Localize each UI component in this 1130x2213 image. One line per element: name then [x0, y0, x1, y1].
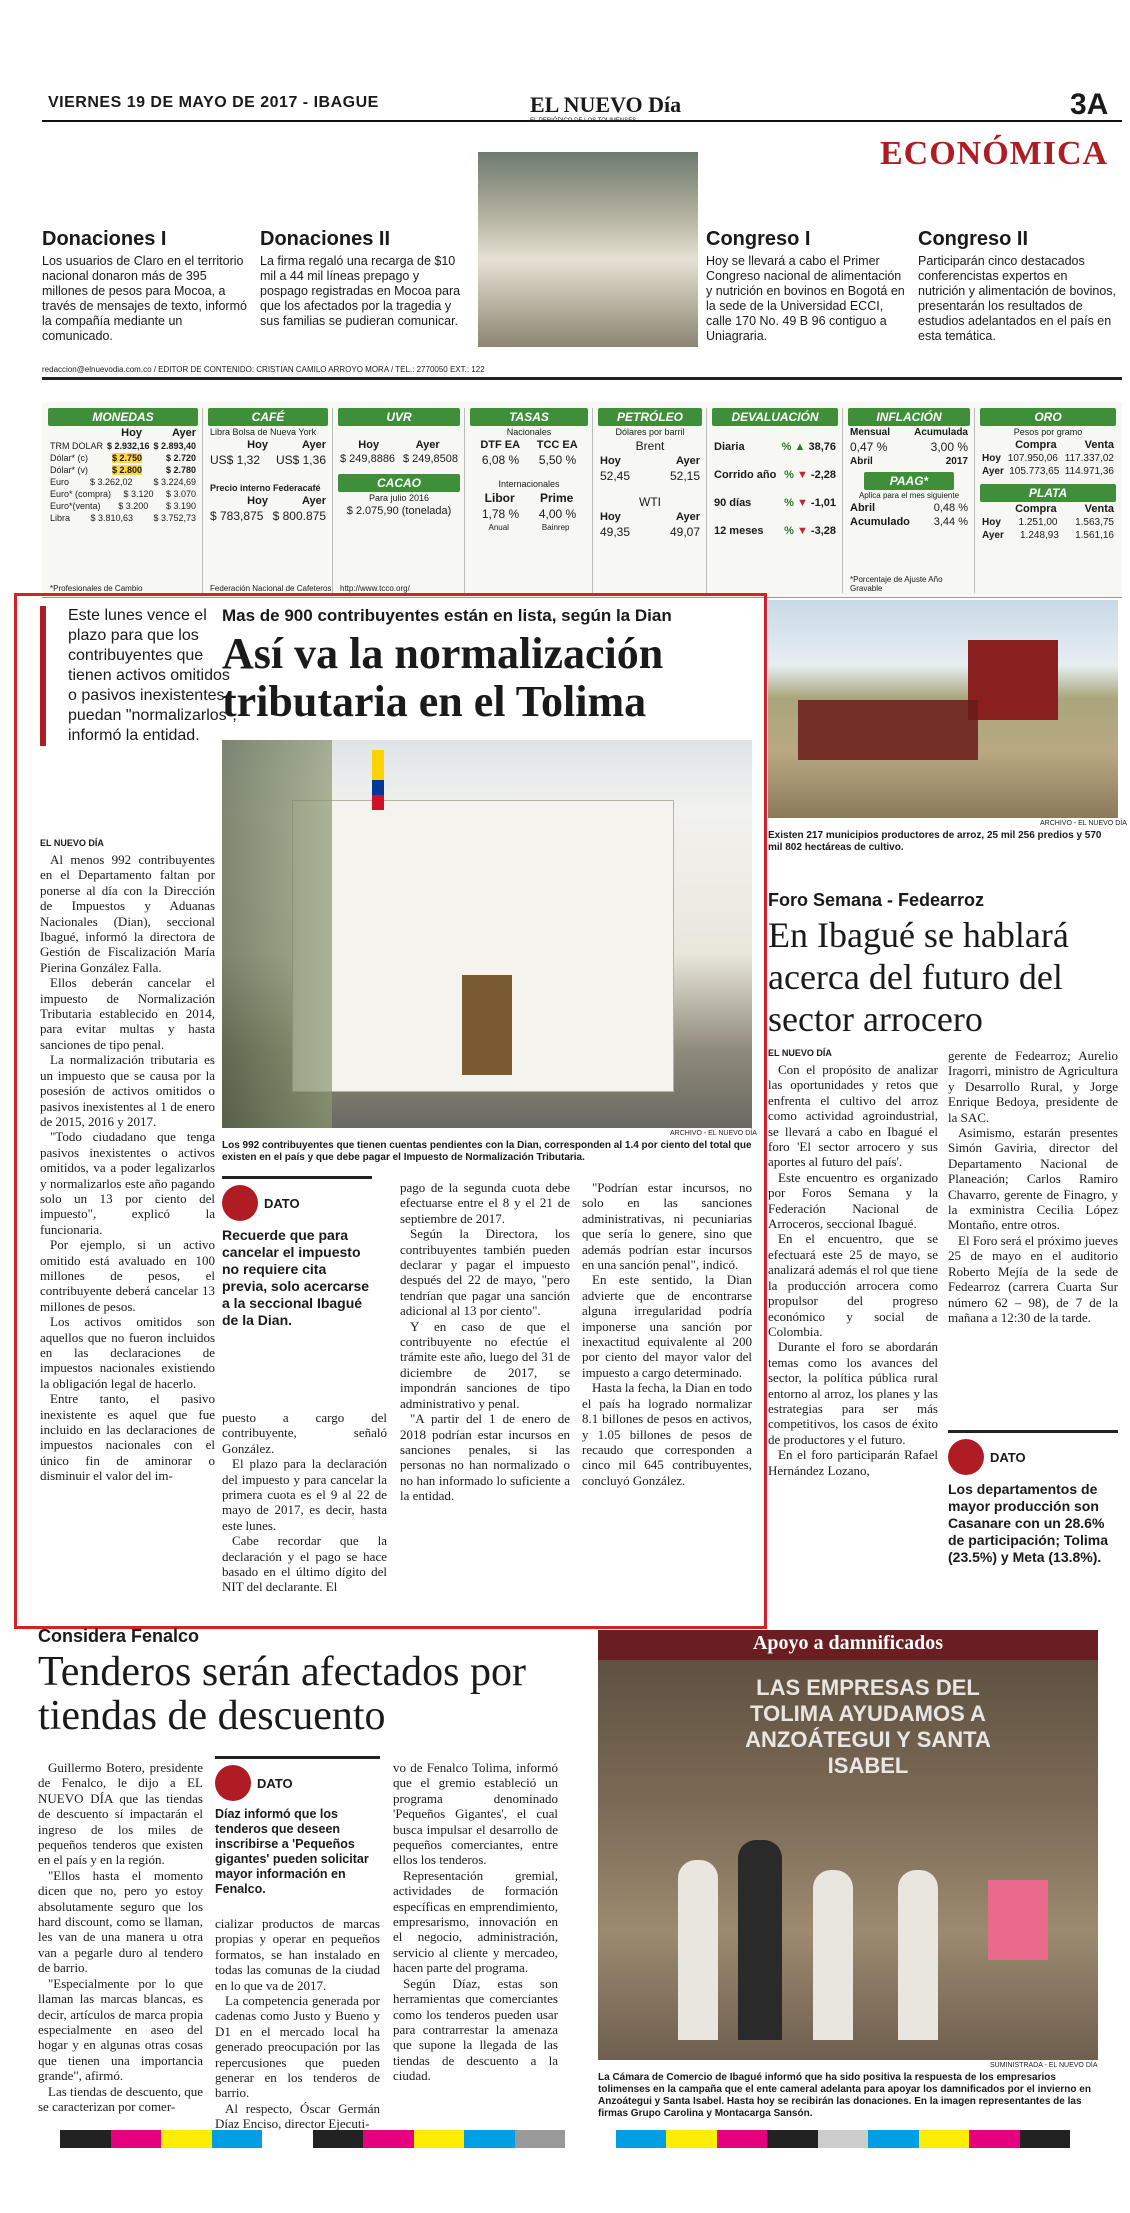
brief-text: Participarán cinco destacados conferencistas expertos en nutrición y alimentación de bovinos, presentarán los resultados de estudios adelantados en el país en esta temática.	[918, 254, 1117, 343]
editorial-credits: redaccion@elnuevodia.com.co / EDITOR DE CONTENIDO: CRISTIAN CAMILO ARROYO MORA / TEL.: 2770050 EXT.: 122	[42, 365, 1122, 380]
article-column-1: Al menos 992 contribuyentes en el Departamento faltan por ponerse al día con la Dirección de Impuestos y Aduanas Nacionales (Dian), seccional Ibagué, informó la directora de Gestión de Fiscalización María Pierina González Falla. Ellos deberán cancelar el impuesto de Normalización Tributaria establecido en 2014, para evitar multas y hasta sanciones de tipo penal. La normalización tributaria es un impuesto que se causa por la posesión de activos omitidos o pasivos inexistentes al 1 de enero de 2015, 2016 y 2017. "Todo ciudadano que tenga pasivos inexistentes o activos omitidos, va a poder legalizarlos y normalizarlos este año pagando solo un 13 por ciento del impuesto", explicó la funcionaria. Por ejemplo, si un activo omitido está avaluado en 100 millones de pesos, el contribuyente deberá cancelar 13 millones de pesos. Los activos omitidos son aquellos que no fueron incluidos en las declaraciones de impuestos nacionales existiendo la obligación legal de hacerlo. Entre tanto, el pasivo inexistente es aquel que fue incluido en las declaraciones de impuestos nacionales con el único fin de aminorar o disminuir el valor del im-	[40, 852, 215, 1484]
dato-box: DATO Díaz informó que los tenderos que deseen inscribirse a 'Pequeños gigantes' pueden solicitar mayor información en Fenalco.	[215, 1756, 380, 1897]
campaign-banner: LAS EMPRESAS DEL TOLIMA AYUDAMOS A ANZOÁTEGUI Y SANTA ISABEL	[745, 1675, 991, 1778]
dato-icon	[215, 1765, 251, 1801]
ticker-title: CAFÉ	[208, 408, 328, 426]
ticker-title: INFLACIÓN	[848, 408, 970, 426]
brief-title: Donaciones II	[260, 228, 391, 250]
rice-column-1: Con el propósito de analizar las oportunidades y retos que enfrenta el cultivo del arroz como actividad agroindustrial, se llevará a cabo en Ibagué el foro 'El sector arrocero y sus aportes al futuro del país'. Este encuentro es organizado por Foros Semana y la Federación Nacional de Arroceros, seccional Ibagué. En el encuentro, que se efectuará este 25 de mayo, se analizará además el rol que tiene la producción arrocera como propulsor del progreso económico y social de Colombia. Durante el foro se abordarán temas como los avances del sector, la política pública rural entorno al arroz, los planes y las estrategias para ser más competitivos, los casos de éxito de productores y el futuro. En el foro participarán Rafael Hernández Lozano,	[768, 1062, 938, 1478]
ticker-inflacion: INFLACIÓN Mensual Acumulada 0,47 % 3,00 % Abril 2017 PAAG* Aplica para el mes siguiente Abril 0,48 % Acumulado 3,44 % *Porcentaje de Ajuste Año Gravable	[844, 408, 975, 593]
fenalco-column-3: vo de Fenalco Tolima, informó que el gremio estableció un programa denominado 'Pequeños Gigantes', el cual busca impulsar el desarrollo de pequeños comerciantes, entre ellos los tenderos. Representación gremial, actividades de formación específicas en emprendimiento, empresarismo, innovación en el negocio, administración, servicio al cliente y mercadeo, hacen parte del programa. Según Díaz, estas son herramientas que comerciantes como los tenderos pueden usar para contrarrestar la amenaza que supone la llegada de las tiendas de descuento a la ciudad.	[393, 1760, 558, 2084]
brief-title: Donaciones I	[42, 228, 167, 250]
cattle-photo	[478, 152, 698, 347]
brief-donaciones-1	[42, 228, 247, 344]
photo-caption: La Cámara de Comercio de Ibagué informó que ha sido positiva la respuesta de los empresarios tolimenses en la campaña que el ente cameral adelanta para apoyar los damnificados por el invierno en Anzoátegui y Santa Isabel. Hasta hoy se recibirán las donaciones. En la imagen representantes de las firmas Grupo Carolina y Montacarga Sansón.	[598, 2072, 1091, 2119]
dato-text: Díaz informó que los tenderos que deseen inscribirse a 'Pequeños gigantes' pueden solicitar mayor información en Fenalco.	[215, 1807, 369, 1896]
ticker-oro: ORO Pesos por gramo Compra Venta Hoy 107.950,06 117.337,02 Ayer 105.773,65 114.971,36 PLATA Compra Venta Hoy 1.251,00 1.563,75 Ayer 1.248,93 1.561,16	[982, 410, 1114, 541]
article-byline: EL NUEVO DÍA	[768, 1048, 832, 1058]
dato-icon	[948, 1439, 984, 1475]
donations-photo	[598, 1630, 1098, 2060]
article-headline: Tenderos serán afectados por tiendas de descuento	[38, 1649, 527, 1739]
dato-box: DATO Los departamentos de mayor producción son Casanare con un 28.6% de participación; Tolima (23.5%) y Meta (13.8%).	[948, 1430, 1118, 1566]
article-headline: En Ibagué se hablará acerca del futuro del sector arrocero	[768, 915, 1069, 1039]
ticker-title: TASAS	[470, 408, 588, 426]
dian-building-photo	[222, 740, 752, 1128]
ticker-title: ORO	[980, 408, 1116, 426]
brief-donaciones-2	[260, 228, 465, 329]
ticker-title: PLATA	[980, 484, 1116, 502]
ticker-title: PAAG*	[864, 472, 954, 490]
ticker-monedas: MONEDAS Hoy Ayer TRM DOLAR $ 2.932,16 $ 2.893,40 Dólar* (c) $ 2.750 $ 2.720 Dólar* (v) $ 2.800 $ 2.780 Euro $ 3.262,02 $ 3.224,69 Euro* (compra) $ 3.120 $ 3.070 Euro*(venta) $ 3.200 $ 3.190 Libra $ 3.810,63 $ 3.752,73 *Profesionales de Cambio	[44, 408, 203, 593]
brief-text: Hoy se llevará a cabo el Primer Congreso nacional de alimentación y nutrición en bovinos en Bogotá en la sede de la Universidad ECCI, calle 170 No. 49 B 96 contiguo a Uniagraria.	[706, 254, 905, 343]
dato-box: DATO Recuerde que para cancelar el impuesto no requiere cita previa, solo acercarse a la seccional Ibagué de la Dian.	[222, 1176, 372, 1329]
brief-congreso-2	[918, 228, 1118, 344]
article-kicker: Foro Semana - Fedearroz	[768, 890, 985, 910]
photo-caption: Los 992 contribuyentes que tienen cuentas pendientes con la Dian, corresponden al 1.4 por ciento del total que existen en el país y que debe pagar el Impuesto de Normalización Tributaria.	[222, 1140, 752, 1163]
newspaper-logo: EL NUEVO Día EL PERIÓDICO DE LOS TOLIMENSES	[530, 92, 682, 124]
article-kicker: Considera Fenalco	[38, 1626, 200, 1646]
article-column-2: puesto a cargo del contribuyente, señaló González. El plazo para la declaración del impuesto y para cancelar la primera cuota es el 9 al 22 de mayo de 2017, es decir, hasta este lunes. Cabe recordar que la declaración y el pago se hace basado en el último dígito del NIT del declarante. El	[222, 1410, 387, 1595]
ticker-petroleo: PETRÓLEO Dólares por barril Brent Hoy Ayer 52,45 52,15 WTI Hoy Ayer 49,35 49,07	[594, 408, 707, 593]
registration-marks	[60, 2130, 1070, 2148]
lead-text: Este lunes vence el plazo para que los contribuyentes que tienen activos omitidos o pasivos inexistentes puedan "normalizarlos", informó la entidad.	[68, 607, 237, 744]
photo-credit: ARCHIVO - EL NUEVO DÍA	[670, 1130, 757, 1137]
article-column-3: pago de la segunda cuota debe efectuarse entre el 8 y el 21 de septiembre de 2017. Según la Directora, los contribuyentes también pueden declarar y pagar el impuesto después del 22 de mayo, "pero tendrían que pagar una sanción adicional al 13 por ciento". Y en caso de que el contribuyente no efectúe el trámite este año, luego del 31 de diciembre de 2017, se impondrán sanciones de tipo administrativo y penal. "A partir del 1 de enero de 2018 podrían estar incursos en sanciones penales, si las personas no han normalizado o no han informado lo suficiente a la entidad.	[400, 1180, 570, 1504]
article-kicker: Mas de 900 contribuyentes están en lista, según la Dian	[222, 606, 672, 625]
ticker-devaluacion: DEVALUACIÓN Diaria % ▲ 38,76 Corrido año % ▼ -2,28 90 días % ▼ -1,01 12 meses % ▼ -3,28	[708, 408, 843, 593]
brief-text: Los usuarios de Claro en el territorio nacional donaron más de 395 millones de pesos para Mocoa, a través de mensajes de texto, informó la compañía mediante un comunicado.	[42, 254, 247, 343]
ticker-cafe: CAFÉ Libra Bolsa de Nueva York Hoy Ayer US$ 1,32 US$ 1,36 Precio interno Federacafé Hoy Ayer $ 783,875 $ 800.875 Federación Nacional de Cafeteros	[204, 408, 333, 593]
ticker-uvr: UVR Hoy Ayer $ 249,8886 $ 249,8508 CACAO Para julio 2016 $ 2.075,90 (tonelada) http://www.tcco.org/	[334, 408, 465, 593]
article-column-4: "Podrían estar incursos, no solo en las sanciones administrativas, ni pecuniarias que sería lo genere, sino que además podrían estar incursos en una sanción penal", indicó. En este sentido, la Dian advierte que de encontrarse alguna irregularidad podría imponerse una sanción por inexactitud equivalente al 200 por ciento del mayor valor del impuesto a cargo determinado. Hasta la fecha, la Dian en todo el país ha logrado normalizar 8.1 billones de pesos en activos, y 1.05 billones de pesos de recaudo que corresponden a cinco mil 645 contribuyentes, concluyó González.	[582, 1180, 752, 1488]
fenalco-column-2: cializar productos de marcas propias y operar en pequeños formatos, se han instalado en todas las comunas de la ciudad en lo que va de 2017. La competencia generada por cadenas como Justo y Bueno y D1 en el mercado local ha generado preocupación por las repercusiones que pueden generar en los tenderos de barrio. Al respecto, Óscar Germán Díaz Enciso, director Ejecuti-	[215, 1916, 380, 2132]
article-lead	[40, 606, 238, 746]
ticker-title: CACAO	[338, 474, 460, 492]
photo-credit: ARCHIVO - EL NUEVO DÍA	[1040, 820, 1127, 827]
article-byline: EL NUEVO DÍA	[40, 838, 104, 848]
page-number: 3A	[1070, 88, 1109, 121]
ticker-tasas: TASAS Nacionales DTF EA TCC EA 6,08 % 5,50 % Internacionales Libor Prime 1,78 % 4,00 % Anual Bainrep	[466, 408, 593, 593]
dato-text: Los departamentos de mayor producción son Casanare con un 28.6% de participación; Tolima (23.5%) y Meta (13.8%).	[948, 1481, 1108, 1565]
issue-date: VIERNES 19 DE MAYO DE 2017 - IBAGUE	[48, 94, 379, 111]
brief-title: Congreso II	[918, 228, 1029, 250]
photo-credit: SUMINISTRADA - EL NUEVO DÍA	[990, 2062, 1098, 2069]
fenalco-column-1: Guillermo Botero, presidente de Fenalco, le dijo a EL NUEVO DÍA que las tiendas de descuento sí impactarán el ingreso de los miles de pequeños tenderos que existen en el país y en la región. "Ellos hasta el momento dicen que no, pero yo estoy absolutamente seguro que los hard discount, como se llaman, les van de una manera u otra van a pegarle duro al tendero de barrio. "Especialmente por lo que llaman las marcas blancas, es decir, artículos de marca propia especialmente en aseo del hogar y en algunas otras cosas que tienen una importancia grande", afirmó. Las tiendas de descuento, que se caracterizan por comer-	[38, 1760, 203, 2114]
brief-title: Congreso I	[706, 228, 811, 250]
ticker-title: MONEDAS	[48, 408, 198, 426]
photo-title: Apoyo a damnificados	[752, 1632, 944, 1654]
brief-text: La firma regaló una recarga de $10 mil a 44 mil líneas prepago y pospago registradas en Mocoa para que los afectados por la tragedia y sus familias se pudieran comunicar.	[260, 254, 461, 328]
brief-congreso-1	[706, 228, 906, 344]
tractor-photo	[768, 600, 1118, 818]
article-headline: Así va la normalización tributaria en el Tolima	[222, 629, 664, 726]
photo-caption: Existen 217 municipios productores de arroz, 25 mil 256 predios y 570 mil 802 hectáreas de cultivo.	[768, 830, 1102, 853]
ticker-title: DEVALUACIÓN	[712, 408, 838, 426]
ticker-title: UVR	[338, 408, 460, 426]
ticker-title: PETRÓLEO	[598, 408, 702, 426]
dato-text: Recuerde que para cancelar el impuesto no requiere cita previa, solo acercarse a la seccional Ibagué de la Dian.	[222, 1227, 370, 1328]
section-title: ECONÓMICA	[880, 135, 1109, 172]
dato-icon	[222, 1185, 258, 1221]
rice-column-2: gerente de Fedearroz; Aurelio Iragorri, ministro de Agricultura y Desarrollo Rural, y Jorge Enrique Bedoya, presidente de la SAC. Asimismo, estarán presentes Simón Gaviria, director del Departamento Nacional de Planeación; Carlos Ramiro Chavarro, gerente de Finagro, y la exministra Cecilia López Montaño, entre otros. El Foro será el próximo jueves 25 de mayo en el auditorio Roberto Mejía de la sede de Fedearroz (carrera Cuarta Sur número 62 – 98), de 7 de la mañana a 12:30 de la tarde.	[948, 1048, 1118, 1325]
